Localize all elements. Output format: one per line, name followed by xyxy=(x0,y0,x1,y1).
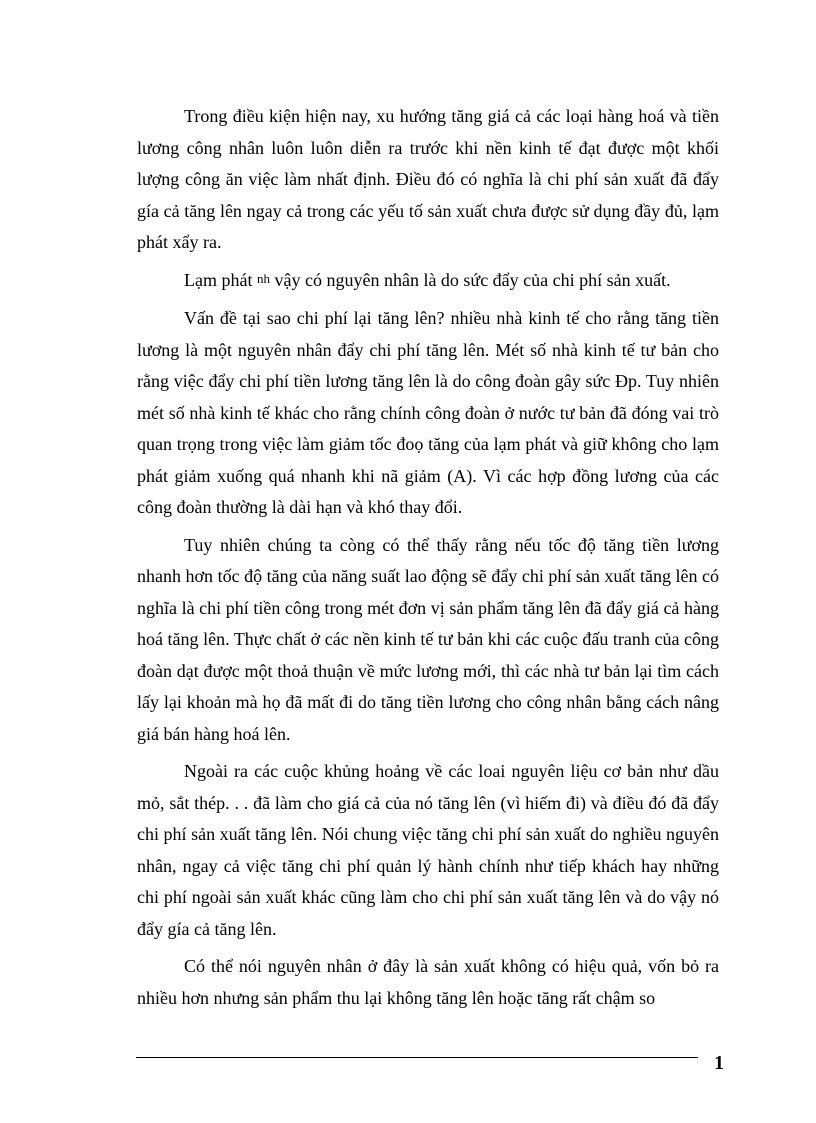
document-body xyxy=(137,101,719,1020)
paragraph-3: Vấn đề tại sao chi phí lại tăng lên? nhiều nhà kinh tế cho rằng tăng tiền lương là một nguyên nhân đẩy chi phí tăng lên. Mét số nhà kinh tế tư bản cho rằng việc đẩy chi phí tiền lương tăng lên là do công đoàn gây sức Ðp. Tuy nhiên mét số nhà kinh tế khác cho rằng chính công đoàn ở nước tư bản đã đóng vai trò quan trọng trong việc làm giảm tốc đoọ tăng của lạm phát và giữ không cho lạm phát giảm xuống quá nhanh khi nã giảm (A). Vì các hợp đồng lương của các công đoàn thường là dài hạn và khó thay đổi. xyxy=(137,308,719,517)
paragraph-2-end: vậy có nguyên nhân là do sức đẩy của chi phí sản xuất. xyxy=(269,269,671,290)
paragraph-2 xyxy=(137,265,719,298)
paragraph-5: Ngoài ra các cuộc khủng hoảng về các loai nguyên liệu cơ bản như dầu mỏ, sắt thép. . . đã làm cho giá cả của nó tăng lên (vì hiếm đi) và điều đó đã đẩy chi phí sản xuất tăng lên. Nói chung việc tăng chi phí sản xuất do nghiều nguyên nhân, ngay cả việc tăng chi phí quản lý hành chính như tiếp khách hay những chi phí ngoài sản xuất khác cũng làm cho chi phí sản xuất tăng lên và do vậy nó đẩy gía cả tăng lên. xyxy=(137,761,719,939)
page-number: 1 xyxy=(714,1052,724,1074)
paragraph-6: Có thể nói nguyên nhân ở đây là sản xuất không có hiệu quả, vốn bỏ ra nhiều hơn nhưng sản phẩm thu lại không tăng lên hoặc tăng rất chậm so xyxy=(137,956,719,1008)
paragraph-2-start: Lạm phát xyxy=(184,269,257,290)
paragraph-4: Tuy nhiên chúng ta còng có thể thấy rằng nếu tốc độ tăng tiền lương nhanh hơn tốc độ tăng của năng suất lao động sẽ đẩy chi phí sản xuất tăng lên có nghĩa là chi phí tiền công trong mét đơn vị sản phẩm tăng lên đã đẩy giá cả hàng hoá tăng lên. Thực chất ở các nền kinh tế tư bản khi các cuộc đấu tranh của công đoàn dạt được một thoả thuận về mức lương mới, thì các nhà tư bản lại tìm cách lấy lại khoản mà họ đã mất đi do tăng tiền lương cho công nhân bằng cách nâng giá bán hàng hoá lên. xyxy=(137,534,719,744)
paragraph-1: Trong điều kiện hiện nay, xu hướng tăng giá cả các loại hàng hoá và tiền lương công nhân luôn luôn diễn ra trước khi nền kinh tế đạt được một khối lượng công ăn việc làm nhất định. Điều đó có nghĩa là chi phí sản xuất đã đẩy gía cả tăng lên ngay cả trong các yếu tố sản xuất chưa được sử dụng đầy đủ, lạm phát xẩy ra. xyxy=(137,106,719,252)
paragraph-2-small-text: nh xyxy=(256,270,270,286)
footer-rule xyxy=(136,1057,698,1058)
